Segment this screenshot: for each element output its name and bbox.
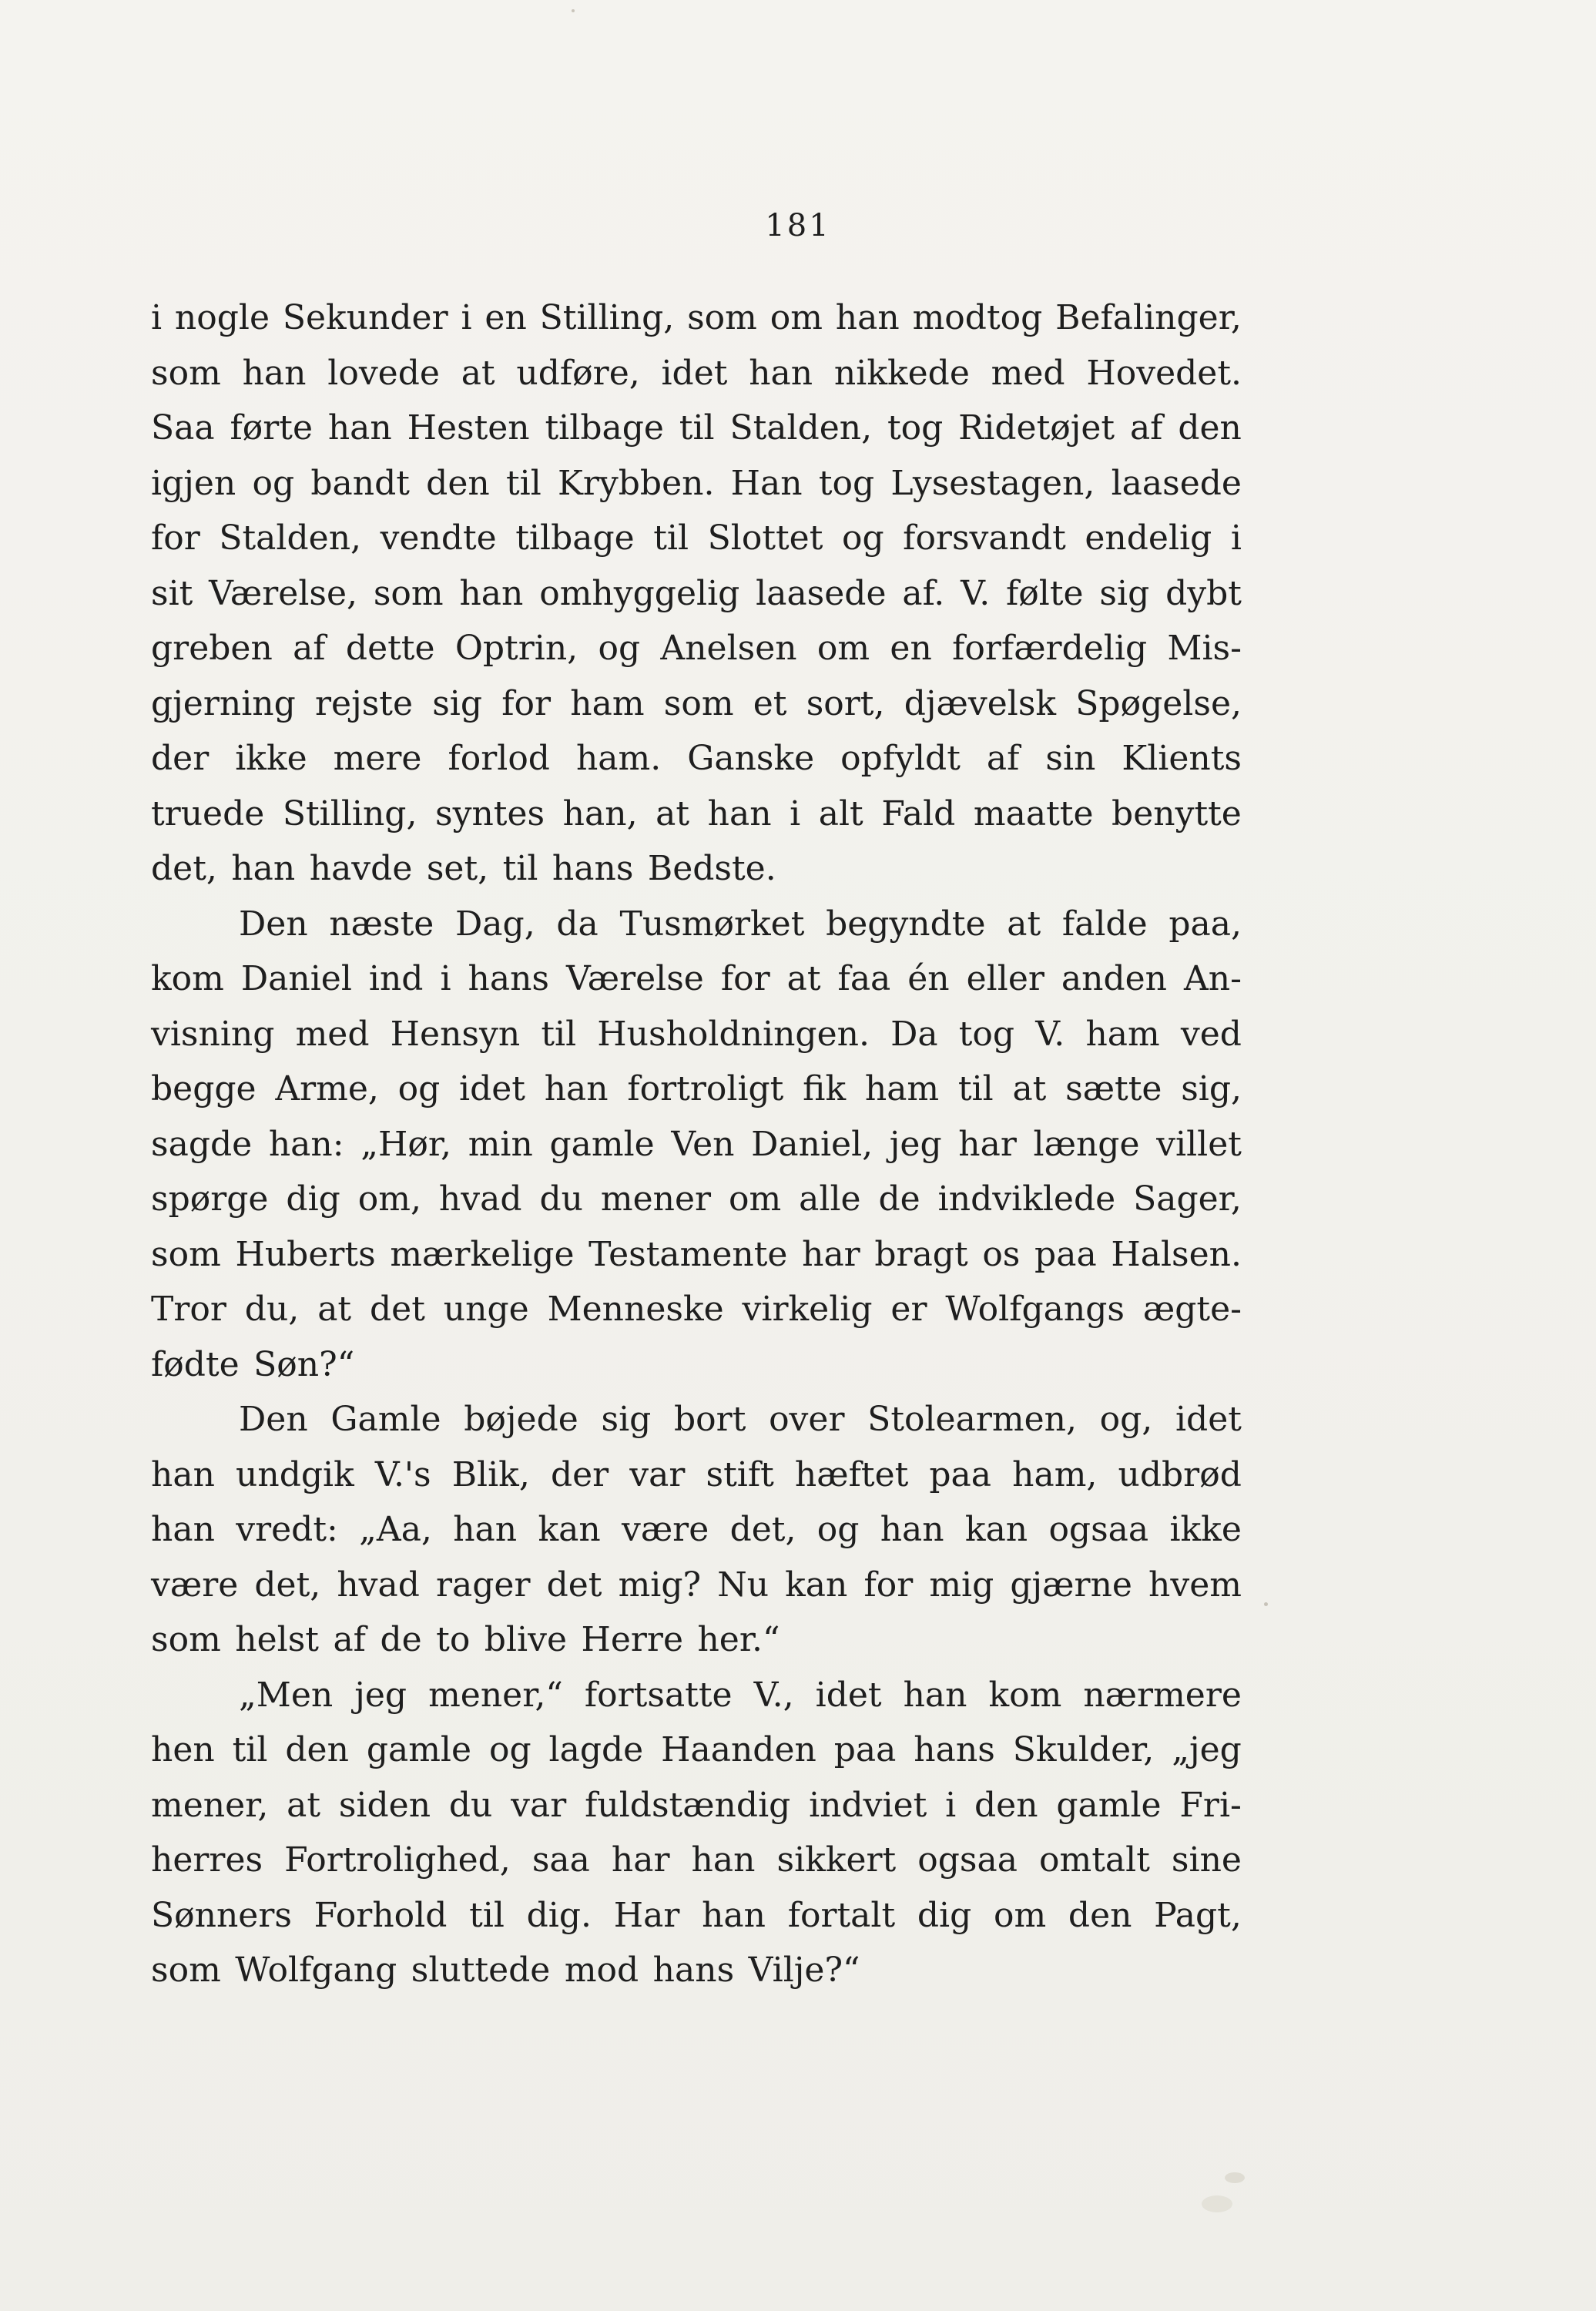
- text-line: visning med Hensyn til Husholdningen. Da tog V. ham ved: [151, 1014, 1242, 1054]
- text-line: begge Arme, og idet han fortroligt fik ham til at sætte sig,: [151, 1069, 1242, 1109]
- text-line: han vredt: „Aa, han kan være det, og han kan ogsaa ikke: [151, 1510, 1242, 1549]
- text-line: greben af dette Optrin, og Anelsen om en forfærdelig Mis-: [151, 629, 1242, 668]
- text-line: for Stalden, vendte tilbage til Slottet og forsvandt endelig i: [151, 518, 1242, 558]
- text-line: hen til den gamle og lagde Haanden paa hans Skulder, „jeg: [151, 1730, 1242, 1769]
- text-line: sit Værelse, som han omhyggelig laasede af. V. følte sig dybt: [151, 573, 1242, 613]
- text-line: „Men jeg mener,“ fortsatte V., idet han kom nærmere: [239, 1675, 1242, 1715]
- text-line: igjen og bandt den til Krybben. Han tog Lysestagen, laasede: [151, 463, 1242, 503]
- text-line: mener, at siden du var fuldstændig indviet i den gamle Fri-: [151, 1785, 1242, 1825]
- text-line: Den næste Dag, da Tusmørket begyndte at falde paa,: [239, 904, 1242, 944]
- text-line: sagde han: „Hør, min gamle Ven Daniel, jeg har længe villet: [151, 1124, 1242, 1164]
- text-line: som Huberts mærkelige Testamente har bragt os paa Halsen.: [151, 1234, 1242, 1274]
- text-line: herres Fortrolighed, saa har han sikkert ogsaa omtalt sine: [151, 1840, 1242, 1880]
- text-line: som Wolfgang sluttede mod hans Vilje?“: [151, 1950, 860, 1990]
- paper-speck: [1264, 1602, 1268, 1606]
- text-line: det, han havde set, til hans Bedste.: [151, 849, 776, 888]
- text-line: være det, hvad rager det mig? Nu kan for mig gjærne hvem: [151, 1565, 1242, 1605]
- paper-speck: [1225, 2172, 1245, 2183]
- text-line: truede Stilling, syntes han, at han i alt Fald maatte benytte: [151, 793, 1242, 834]
- paper-speck: [1202, 2195, 1232, 2212]
- text-line: i nogle Sekunder i en Stilling, som om han modtog Befalinger,: [151, 298, 1242, 337]
- text-line: spørge dig om, hvad du mener om alle de indviklede Sager,: [151, 1179, 1242, 1219]
- text-line: Tror du, at det unge Menneske virkelig er Wolfgangs ægte-: [151, 1290, 1242, 1329]
- text-line: der ikke mere forlod ham. Ganske opfyldt af sin Klients: [151, 739, 1242, 778]
- text-line: han undgik V.'s Blik, der var stift hæftet paa ham, udbrød: [151, 1454, 1242, 1494]
- text-line: Saa førte han Hesten tilbage til Stalden, tog Ridetøjet af den: [151, 408, 1242, 448]
- text-line: gjerning rejste sig for ham som et sort, djævelsk Spøgelse,: [151, 683, 1242, 723]
- text-line: Den Gamle bøjede sig bort over Stolearmen, og, idet: [239, 1400, 1242, 1439]
- text-line: Sønners Forhold til dig. Har han fortalt dig om den Pagt,: [151, 1895, 1242, 1935]
- text-line: som han lovede at udføre, idet han nikkede med Hovedet.: [151, 353, 1242, 393]
- text-line: kom Daniel ind i hans Værelse for at faa én eller anden An-: [151, 959, 1242, 998]
- page-number: 181: [765, 208, 831, 243]
- text-line: som helst af de to blive Herre her.“: [151, 1620, 780, 1659]
- paper-speck: [572, 9, 575, 12]
- text-line: fødte Søn?“: [151, 1344, 355, 1384]
